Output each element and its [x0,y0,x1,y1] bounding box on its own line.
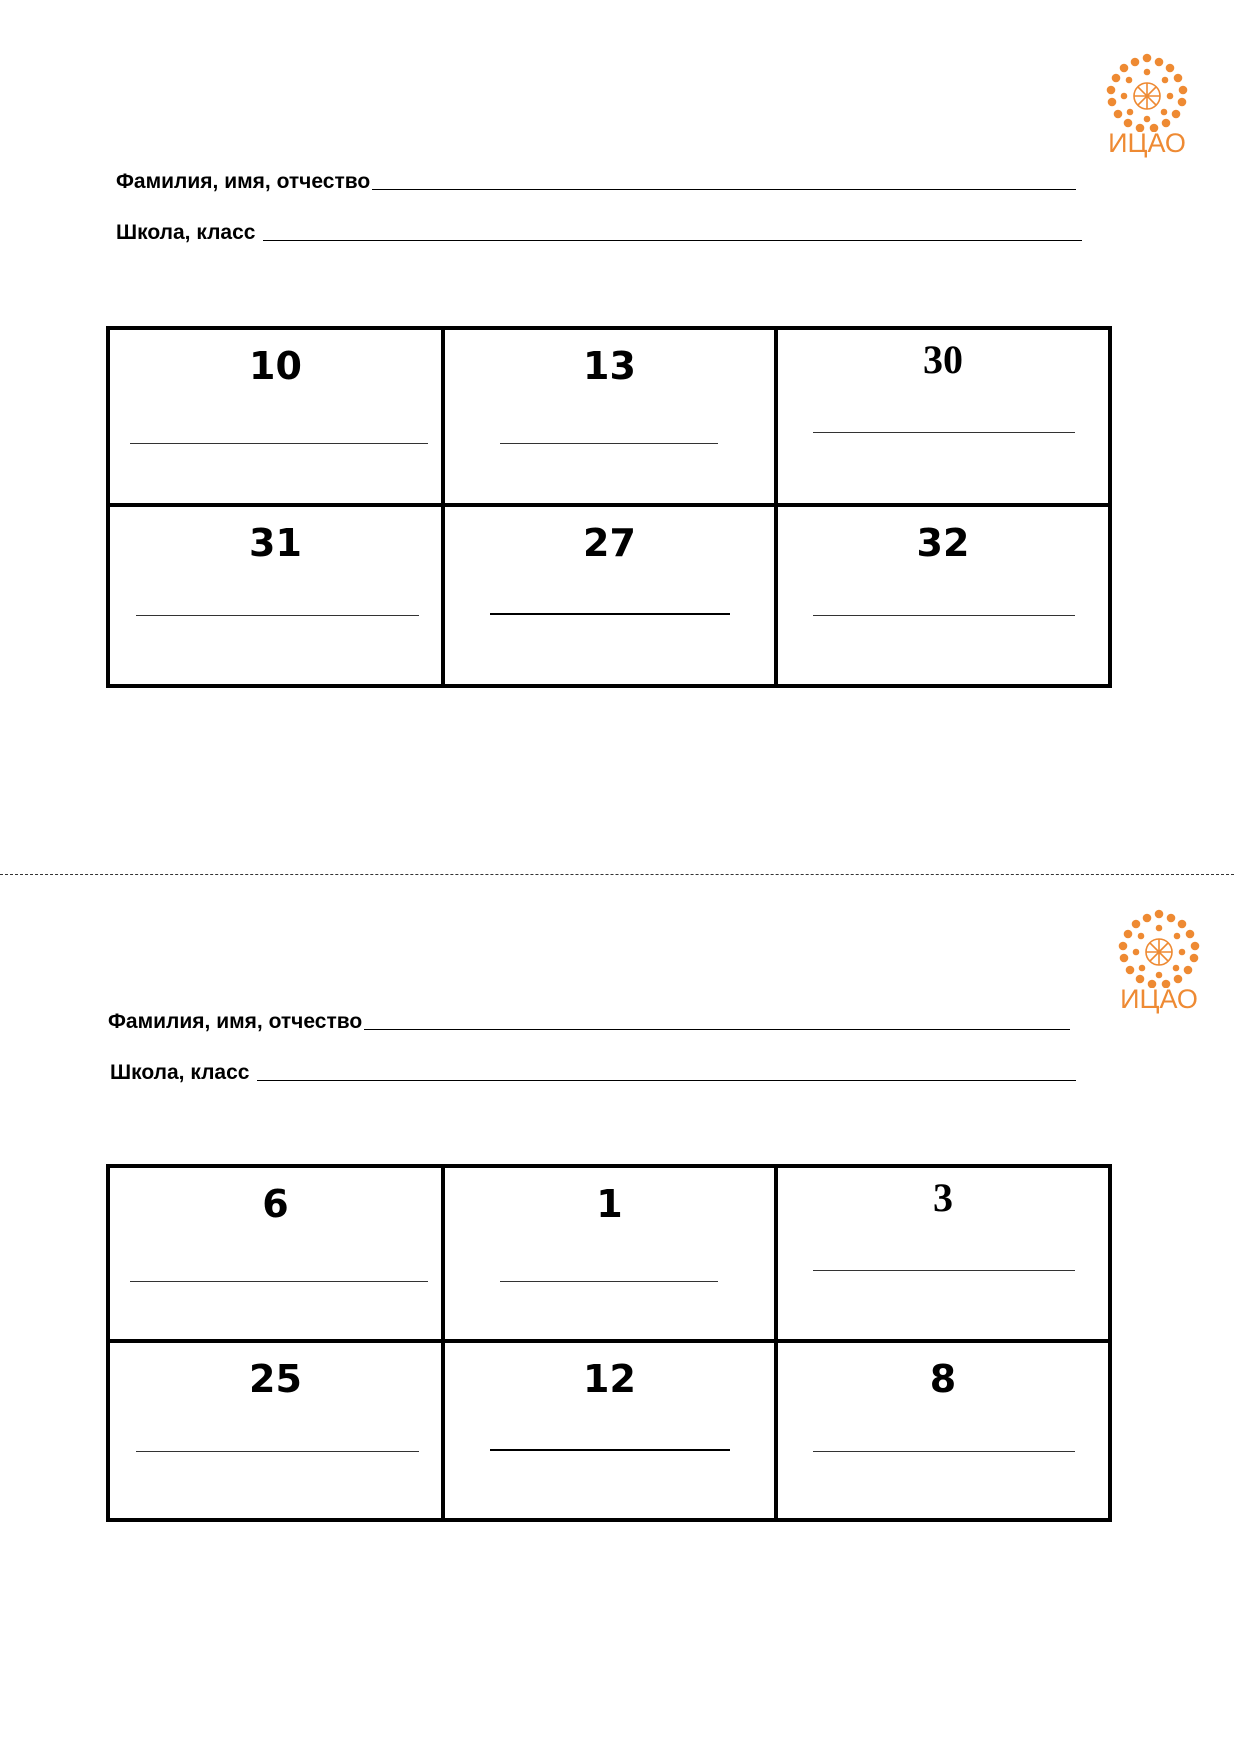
logo [1114,908,1204,1028]
answer-line[interactable] [500,1281,718,1282]
grid-cell [110,1168,445,1343]
name-field[interactable] [116,170,1076,194]
logo-text: ИЦАО [1108,128,1186,158]
answer-line[interactable] [500,443,718,444]
grid-cell [110,330,445,507]
grid-cell [778,1168,1108,1343]
cell-number: 32 [916,521,970,565]
dandelion-logo-icon [1114,908,1204,988]
grid-cell [445,1168,778,1343]
grid-cell [778,330,1108,507]
cell-number: 12 [583,1357,636,1401]
cell-number: 8 [929,1357,957,1401]
cell-number: 30 [923,337,963,382]
answer-line[interactable] [813,1270,1075,1271]
cell-number: 3 [933,1175,953,1220]
cell-number: 31 [249,521,302,565]
name-field[interactable] [108,1010,1070,1034]
school-field-line[interactable] [263,240,1082,241]
logo-text: ИЦАО [1120,984,1198,1014]
school-field[interactable] [116,221,1082,245]
grid-cell [110,1343,445,1518]
grid-cell [110,507,445,684]
cell-number: 13 [583,344,636,388]
grid-cell [778,1343,1108,1518]
logo [1102,52,1192,172]
cell-number: 27 [583,521,636,565]
name-field-line[interactable] [364,1029,1070,1030]
grid-cell [445,507,778,684]
school-field[interactable] [110,1061,1076,1085]
answer-line[interactable] [490,1449,730,1451]
answer-line[interactable] [130,1281,428,1282]
school-field-label: Школа, класс [110,1061,250,1084]
cell-number: 1 [596,1182,623,1226]
answer-line[interactable] [490,613,730,615]
grid-cell [445,1343,778,1518]
cut-line [0,874,1234,875]
name-field-label: Фамилия, имя, отчество [116,170,371,193]
grid-cell [445,330,778,507]
number-grid [106,1164,1112,1522]
cell-number: 6 [262,1182,289,1226]
cell-number: 10 [249,344,302,388]
answer-line[interactable] [136,615,419,616]
name-field-label: Фамилия, имя, отчество [108,1010,363,1033]
answer-line[interactable] [813,432,1075,433]
answer-line[interactable] [136,1451,419,1452]
cell-number: 25 [249,1357,302,1401]
school-field-label: Школа, класс [116,221,256,244]
grid-cell [778,507,1108,684]
answer-line[interactable] [813,1451,1075,1452]
number-grid [106,326,1112,688]
school-field-line[interactable] [257,1080,1076,1081]
name-field-line[interactable] [372,189,1076,190]
dandelion-logo-icon [1102,52,1192,132]
answer-line[interactable] [130,443,428,444]
answer-line[interactable] [813,615,1075,616]
